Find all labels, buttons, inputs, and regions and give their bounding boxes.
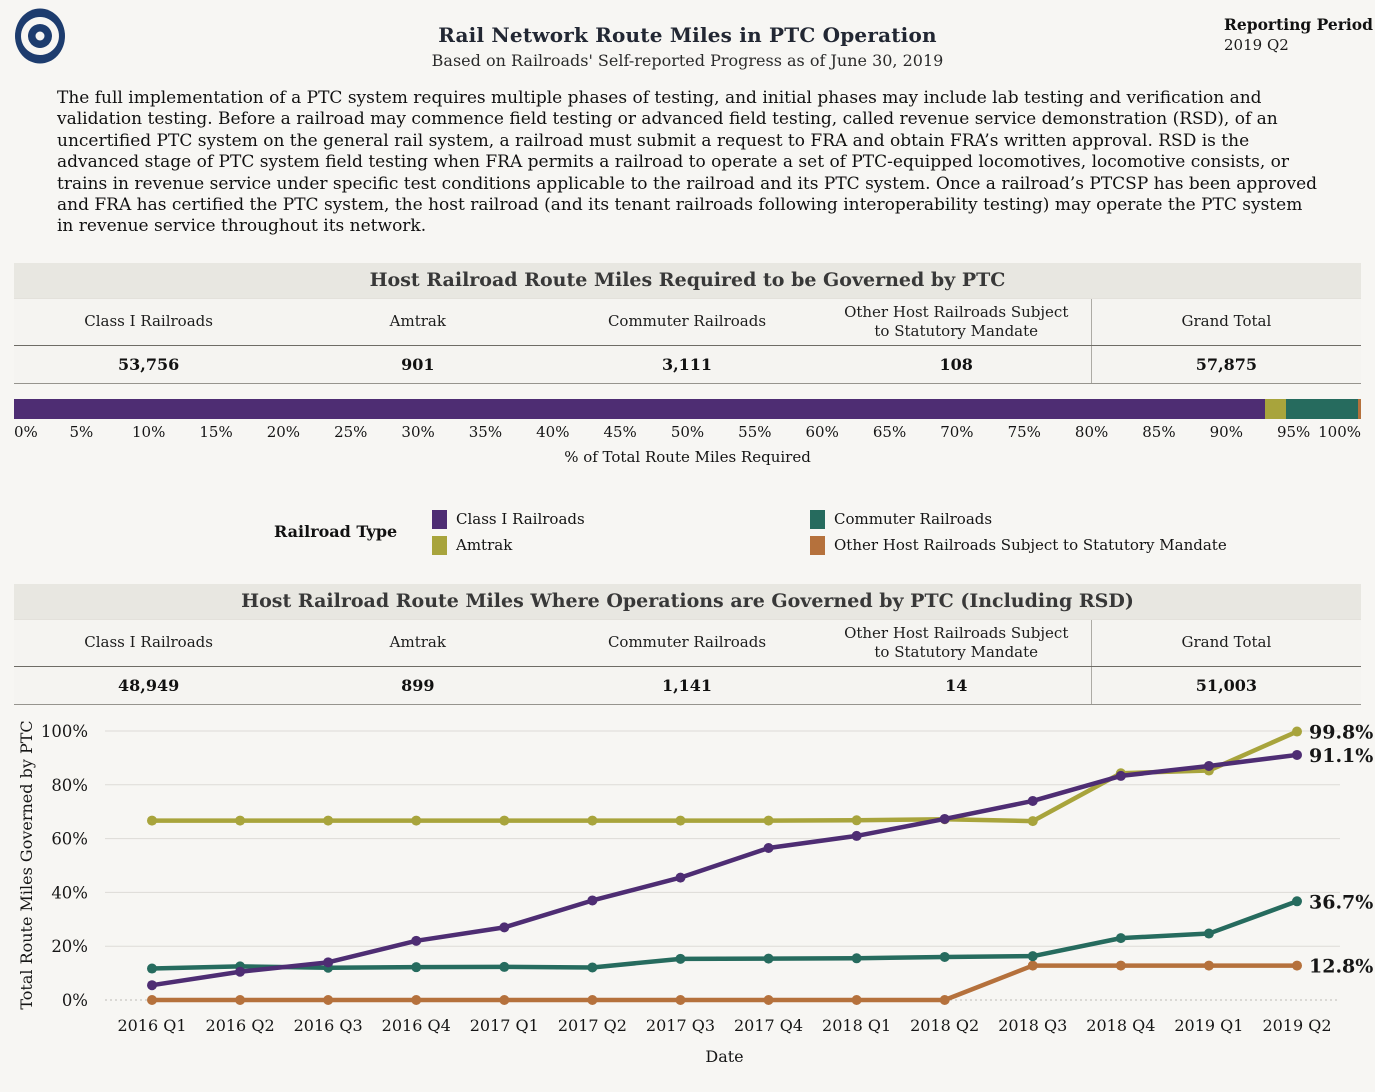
data-point-class-i-railroads-2017-q2[interactable] [587, 895, 597, 905]
data-point-amtrak-2017-q3[interactable] [675, 815, 685, 825]
x-axis-tick-2017-q2: 2017 Q2 [557, 1015, 627, 1035]
data-point-class-i-railroads-2017-q4[interactable] [764, 843, 774, 853]
stacked-bar-axis-ticks [14, 423, 1361, 444]
data-point-commuter-railroads-2018-q3[interactable] [1028, 951, 1038, 961]
x-axis-tick-2018-q4: 2018 Q4 [1086, 1015, 1156, 1035]
bar-axis-tick-70: 70% [940, 422, 974, 441]
data-point-amtrak-2016-q3[interactable] [323, 815, 333, 825]
data-point-commuter-railroads-2017-q3[interactable] [675, 954, 685, 964]
page-subtitle: Based on Railroads' Self-reported Progress as of June 30, 2019 [431, 51, 944, 70]
legend-item-label: Other Host Railroads Subject to Statutory Mandate [834, 536, 1227, 555]
legend-swatch-icon [810, 510, 825, 529]
x-axis-title: Date [705, 1046, 744, 1066]
data-point-other-host-railroads-subject-to-statutory-mandate-2018-q1[interactable] [852, 995, 862, 1005]
data-point-commuter-railroads-2016-q4[interactable] [411, 962, 421, 972]
legend-item-label: Amtrak [456, 536, 513, 555]
railroad-type-legend [0, 506, 1375, 564]
legend-column-2 [810, 509, 1227, 561]
data-point-class-i-railroads-2016-q2[interactable] [235, 967, 245, 977]
data-point-commuter-railroads-2018-q2[interactable] [940, 952, 950, 962]
bar-segment-amtrak[interactable] [1265, 399, 1286, 419]
data-point-amtrak-2016-q2[interactable] [235, 815, 245, 825]
data-point-other-host-railroads-subject-to-statutory-mandate-2018-q3[interactable] [1028, 960, 1038, 970]
x-axis-tick-2019-q1: 2019 Q1 [1174, 1015, 1244, 1035]
x-axis-tick-2016-q2: 2016 Q2 [205, 1015, 275, 1035]
data-point-class-i-railroads-2017-q3[interactable] [675, 872, 685, 882]
data-point-amtrak-2019-q2[interactable] [1292, 726, 1302, 736]
bar-axis-tick-80: 80% [1074, 422, 1109, 441]
x-axis-tick-2018-q2: 2018 Q2 [910, 1015, 980, 1035]
governed-value-amtrak: 899 [401, 675, 435, 695]
data-point-other-host-railroads-subject-to-statutory-mandate-2016-q4[interactable] [411, 995, 421, 1005]
bar-axis-tick-50: 50% [670, 422, 705, 441]
column-header-commuter: Commuter Railroads [607, 312, 767, 331]
data-point-class-i-railroads-2018-q2[interactable] [940, 814, 950, 824]
data-point-other-host-railroads-subject-to-statutory-mandate-2017-q4[interactable] [764, 995, 774, 1005]
stacked-bar-percent-required[interactable] [14, 399, 1361, 419]
data-point-other-host-railroads-subject-to-statutory-mandate-2017-q3[interactable] [675, 995, 685, 1005]
bar-axis-tick-95: 95% [1276, 422, 1311, 441]
end-label-amtrak: 99.8% [1309, 721, 1374, 744]
required-value-amtrak: 901 [401, 354, 435, 374]
required-value-grand-total: 57,875 [1091, 346, 1361, 383]
end-label-commuter-railroads: 36.7% [1309, 891, 1374, 914]
series-class-i-railroads[interactable] [147, 750, 1302, 990]
data-point-commuter-railroads-2019-q2[interactable] [1292, 896, 1302, 906]
column-header-grand-total: Grand Total [1091, 299, 1361, 345]
data-point-amtrak-2016-q4[interactable] [411, 815, 421, 825]
y-axis-tick-60: 60% [51, 829, 88, 849]
bar-axis-tick-5: 5% [69, 422, 94, 441]
legend-item-amtrak[interactable] [432, 535, 585, 556]
us-dot-logo-icon [14, 7, 66, 69]
y-axis-tick-80: 80% [51, 775, 88, 795]
data-point-amtrak-2017-q1[interactable] [499, 815, 509, 825]
y-axis-title: Total Route Miles Governed by PTC [17, 720, 36, 1010]
column-header-commuter: Commuter Railroads [607, 633, 767, 652]
bar-axis-tick-35: 35% [468, 422, 503, 441]
bar-axis-tick-60: 60% [805, 422, 839, 441]
bar-axis-tick-65: 65% [872, 422, 907, 441]
data-point-other-host-railroads-subject-to-statutory-mandate-2016-q1[interactable] [147, 995, 157, 1005]
data-point-commuter-railroads-2018-q4[interactable] [1116, 933, 1126, 943]
ptc-progress-line-chart[interactable] [0, 715, 1375, 1092]
data-point-class-i-railroads-2016-q3[interactable] [323, 957, 333, 967]
end-label-class-i-railroads: 91.1% [1309, 744, 1374, 767]
y-axis-tick-0: 0% [61, 990, 88, 1010]
intro-paragraph: The full implementation of a PTC system requires multiple phases of testing, and initial phases may include lab testing and verification and validation testing. Before a railroad may commence field testing or advanced field testing, called revenue service demonstration (RSD), of an uncertified PTC system on the general rail system, a railroad must submit a request to FRA and obtain FRA’s written approval. RSD is the advanced stage of PTC system field testing when FRA permits a railroad to operate a set of PTC-equipped locomotives, locomotive consists, or trains in revenue service under specific test conditions applicable to the railroad and its PTC system. Once a railroad’s PTCSP has been approved and FRA has certified the PTC system, the host railroad (and its tenant railroads following interoperability testing) may operate the PTC system in revenue service throughout its network. [57, 88, 1318, 237]
column-header-amtrak: Amtrak [389, 312, 446, 331]
x-axis-tick-2016-q4: 2016 Q4 [381, 1015, 451, 1035]
data-point-amtrak-2018-q1[interactable] [852, 815, 862, 825]
required-value-class-i: 53,756 [117, 354, 180, 374]
data-point-commuter-railroads-2016-q1[interactable] [147, 963, 157, 973]
required-value-commuter: 3,111 [661, 354, 713, 374]
x-axis-tick-2017-q4: 2017 Q4 [733, 1015, 804, 1035]
bar-axis-tick-75: 75% [1007, 422, 1041, 441]
data-point-class-i-railroads-2019-q2[interactable] [1292, 750, 1302, 760]
column-header-other-host: Other Host Railroads Subject to Statutory Mandate [844, 624, 1069, 661]
data-point-other-host-railroads-subject-to-statutory-mandate-2018-q2[interactable] [940, 995, 950, 1005]
data-point-other-host-railroads-subject-to-statutory-mandate-2017-q2[interactable] [587, 995, 597, 1005]
data-point-other-host-railroads-subject-to-statutory-mandate-2018-q4[interactable] [1116, 960, 1126, 970]
reporting-period-value: 2019 Q2 [1224, 36, 1289, 54]
required-table-title: Host Railroad Route Miles Required to be Governed by PTC [14, 263, 1361, 298]
data-point-class-i-railroads-2016-q1[interactable] [147, 980, 157, 990]
bar-axis-tick-10: 10% [132, 422, 166, 441]
legend-item-commuter-railroads[interactable] [810, 509, 1227, 530]
bar-axis-tick-20: 20% [266, 422, 301, 441]
data-point-class-i-railroads-2018-q4[interactable] [1116, 771, 1126, 781]
data-point-amtrak-2017-q4[interactable] [764, 815, 774, 825]
bar-segment-commuter-railroads[interactable] [1286, 399, 1358, 419]
x-axis-tick-2018-q3: 2018 Q3 [998, 1015, 1068, 1035]
data-point-other-host-railroads-subject-to-statutory-mandate-2019-q1[interactable] [1204, 960, 1214, 970]
stacked-bar-axis-label: % of Total Route Miles Required [564, 447, 811, 466]
bar-segment-class-i-railroads[interactable] [14, 399, 1265, 419]
x-axis-tick-2017-q1: 2017 Q1 [469, 1015, 539, 1035]
required-table-header-row [14, 298, 1361, 346]
legend-item-label: Commuter Railroads [834, 510, 993, 529]
legend-swatch-icon [810, 536, 825, 555]
bar-axis-tick-25: 25% [334, 422, 368, 441]
governed-table-title: Host Railroad Route Miles Where Operations are Governed by PTC (Including RSD) [14, 584, 1361, 619]
x-axis-tick-2016-q3: 2016 Q3 [293, 1015, 363, 1035]
bar-axis-tick-90: 90% [1209, 422, 1243, 441]
x-axis-tick-2019-q2: 2019 Q2 [1262, 1015, 1332, 1035]
governed-table-header-row [14, 619, 1361, 667]
data-point-other-host-railroads-subject-to-statutory-mandate-2016-q3[interactable] [323, 995, 333, 1005]
section-required-route-miles [14, 263, 1361, 466]
data-point-class-i-railroads-2018-q3[interactable] [1028, 796, 1038, 806]
governed-value-class-i: 48,949 [117, 675, 180, 695]
data-point-other-host-railroads-subject-to-statutory-mandate-2019-q2[interactable] [1292, 960, 1302, 970]
data-point-class-i-railroads-2019-q1[interactable] [1204, 761, 1214, 771]
section-governed-route-miles [14, 584, 1361, 705]
legend-item-other-host-railroads-subject-to-statutory-mandate[interactable] [810, 535, 1227, 556]
bar-axis-tick-30: 30% [401, 422, 435, 441]
data-point-other-host-railroads-subject-to-statutory-mandate-2016-q2[interactable] [235, 995, 245, 1005]
x-axis-tick-2016-q1: 2016 Q1 [117, 1015, 187, 1035]
legend-swatch-icon [432, 536, 447, 555]
column-header-other-host: Other Host Railroads Subject to Statutory Mandate [844, 303, 1069, 340]
reporting-period [1224, 15, 1373, 54]
legend-item-class-i-railroads[interactable] [432, 509, 585, 530]
data-point-commuter-railroads-2017-q2[interactable] [587, 962, 597, 972]
data-point-amtrak-2017-q2[interactable] [587, 815, 597, 825]
governed-value-other-host: 14 [945, 675, 968, 695]
data-point-class-i-railroads-2018-q1[interactable] [852, 831, 862, 841]
legend-item-label: Class I Railroads [456, 510, 585, 529]
required-table-value-row [14, 346, 1361, 384]
bar-segment-other-host-railroads-subject-to-statutory-mandate[interactable] [1358, 399, 1361, 419]
data-point-other-host-railroads-subject-to-statutory-mandate-2017-q1[interactable] [499, 995, 509, 1005]
required-value-other-host: 108 [939, 354, 973, 374]
data-point-commuter-railroads-2017-q4[interactable] [764, 953, 774, 963]
governed-table-value-row [14, 667, 1361, 705]
column-header-amtrak: Amtrak [389, 633, 446, 652]
governed-value-commuter: 1,141 [661, 675, 713, 695]
legend-swatch-icon [432, 510, 447, 529]
legend-column-1 [432, 509, 585, 561]
column-header-class-i: Class I Railroads [84, 633, 213, 652]
data-point-commuter-railroads-2018-q1[interactable] [852, 953, 862, 963]
page-title: Rail Network Route Miles in PTC Operation [438, 23, 937, 47]
data-point-amtrak-2018-q3[interactable] [1028, 816, 1038, 826]
bar-axis-tick-45: 45% [603, 422, 637, 441]
y-axis-tick-100: 100% [40, 721, 88, 741]
x-axis-tick-2018-q1: 2018 Q1 [822, 1015, 892, 1035]
title-block [0, 0, 1375, 70]
y-axis-tick-20: 20% [51, 937, 88, 957]
data-point-class-i-railroads-2017-q1[interactable] [499, 922, 509, 932]
data-point-commuter-railroads-2017-q1[interactable] [499, 962, 509, 972]
data-point-commuter-railroads-2019-q1[interactable] [1204, 928, 1214, 938]
bar-axis-tick-15: 15% [199, 422, 233, 441]
y-axis-tick-40: 40% [51, 883, 88, 903]
x-axis-tick-2017-q3: 2017 Q3 [645, 1015, 716, 1035]
column-header-class-i: Class I Railroads [84, 312, 213, 331]
page-header [0, 0, 1375, 80]
bar-axis-tick-40: 40% [536, 422, 570, 441]
bar-axis-tick-0: 0% [14, 422, 38, 441]
data-point-class-i-railroads-2016-q4[interactable] [411, 936, 421, 946]
end-label-other-host-railroads-subject-to-statutory-mandate: 12.8% [1309, 955, 1374, 978]
governed-value-grand-total: 51,003 [1091, 667, 1361, 704]
bar-axis-tick-55: 55% [738, 422, 772, 441]
bar-axis-tick-85: 85% [1142, 422, 1176, 441]
data-point-amtrak-2016-q1[interactable] [147, 815, 157, 825]
legend-title: Railroad Type [274, 521, 398, 541]
bar-axis-tick-100: 100% [1318, 422, 1361, 441]
reporting-period-label: Reporting Period [1224, 15, 1373, 34]
column-header-grand-total: Grand Total [1091, 620, 1361, 666]
